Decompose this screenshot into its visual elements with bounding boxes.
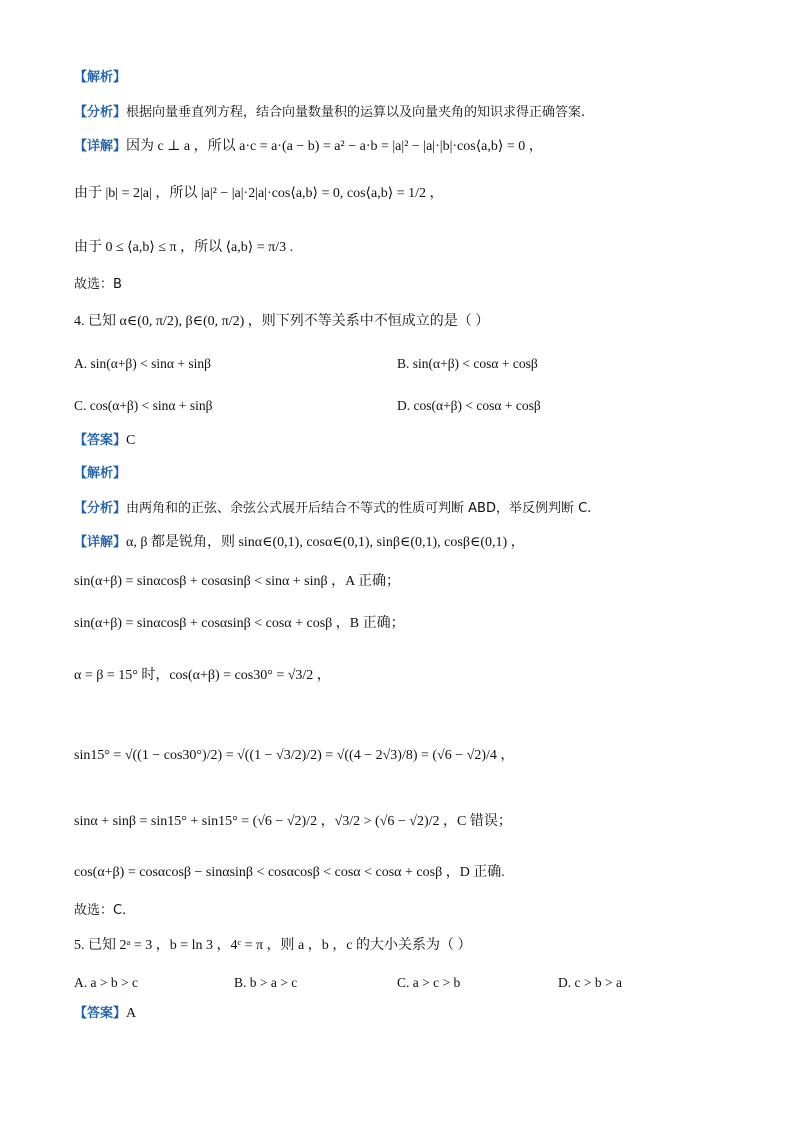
q4-detail-tag: 【详解】: [74, 535, 127, 550]
q4-option-d: D. cos(α+β) < cosα + cosβ: [397, 398, 541, 413]
q5-answer-value: A: [126, 1006, 137, 1021]
analysis-text: 根据向量垂直列方程，结合向量数量积的运算以及向量夹角的知识求得正确答案.: [126, 105, 586, 120]
q4-option-c: C. cos(α+β) < sinα + sinβ: [74, 398, 213, 413]
question-5: 5. 已知 2ᵃ = 3 ，b = ln 3 ，4ᶜ = π ，则 a ，b ，c 的大小关系为（ ）: [74, 938, 472, 953]
detail-tag: 【详解】: [74, 139, 127, 154]
detail-line-3: 由于 0 ≤ ⟨a,b⟩ ≤ π ，所以 ⟨a,b⟩ = π/3 .: [74, 240, 294, 255]
q4-option-b: B. sin(α+β) < cosα + cosβ: [397, 356, 538, 371]
q4-analysis-tag: 【分析】: [74, 501, 127, 516]
q4-answer: [74, 432, 135, 450]
section-label-jiexi: 【解析】: [74, 70, 127, 85]
q4-jiexi: 【解析】: [74, 466, 127, 481]
q5-answer: [74, 1005, 136, 1023]
answer-value: C: [126, 433, 136, 448]
q4-step-6: cos(α+β) = cosαcosβ − sinαsinβ < cosαcosβ < cosα < cosα + cosβ ，D 正确.: [74, 865, 505, 880]
detail-line-2: 由于 |b| = 2|a| ，所以 |a|² − |a|·2|a|·cos⟨a,b⟩ = 0, cos⟨a,b⟩ = 1/2 ，: [74, 186, 444, 201]
q4-step-2: sin(α+β) = sinαcosβ + cosαsinβ < cosα + cosβ ，B 正确；: [74, 616, 405, 631]
q4-step-5: sinα + sinβ = sin15° + sin15° = (√6 − √2)/2 ，√3/2 > (√6 − √2)/2 ，C 错误；: [74, 814, 512, 829]
analysis-tag: 【分析】: [74, 105, 127, 120]
detail-line-1: [74, 138, 543, 156]
q4-step-3: α = β = 15° 时，cos(α+β) = cos30° = √3/2 ，: [74, 668, 331, 683]
answer-tag: 【答案】: [74, 433, 127, 448]
q4-step-4: sin15° = √((1 − cos30°)/2) = √((1 − √3/2)/2) = √((4 − 2√3)/8) = (√6 − √2)/4 ，: [74, 748, 515, 763]
choose-b: 故选：B: [74, 277, 122, 292]
question-4: 4. 已知 α∈(0, π/2), β∈(0, π/2) ，则下列不等关系中不恒成立的是（ ）: [74, 314, 490, 329]
q4-option-a: A. sin(α+β) < sinα + sinβ: [74, 356, 211, 371]
q4-detail: [74, 534, 525, 552]
detail-text-1: 因为 c ⊥ a ，所以 a·c = a·(a − b) = a² − a·b = |a|² − |a|·|b|·cos⟨a,b⟩ = 0 ，: [126, 139, 543, 154]
q4-detail-text: α, β 都是锐角，则 sinα∈(0,1), cosα∈(0,1), sinβ∈(0,1), cosβ∈(0,1) ，: [126, 535, 525, 550]
q5-answer-tag: 【答案】: [74, 1006, 127, 1021]
q4-analysis-text: 由两角和的正弦、余弦公式展开后结合不等式的性质可判断 ABD，举反例判断 C.: [126, 501, 592, 516]
q5-option-b: B. b > a > c: [234, 975, 298, 990]
q4-step-1: sin(α+β) = sinαcosβ + cosαsinβ < sinα + sinβ ，A 正确；: [74, 574, 400, 589]
q4-analysis: [74, 500, 591, 517]
choose-c: 故选：C.: [74, 903, 127, 918]
analysis-line: [74, 104, 585, 121]
q5-option-c: C. a > c > b: [397, 975, 461, 990]
q5-option-a: A. a > b > c: [74, 975, 138, 990]
q5-option-d: D. c > b > a: [558, 975, 622, 990]
